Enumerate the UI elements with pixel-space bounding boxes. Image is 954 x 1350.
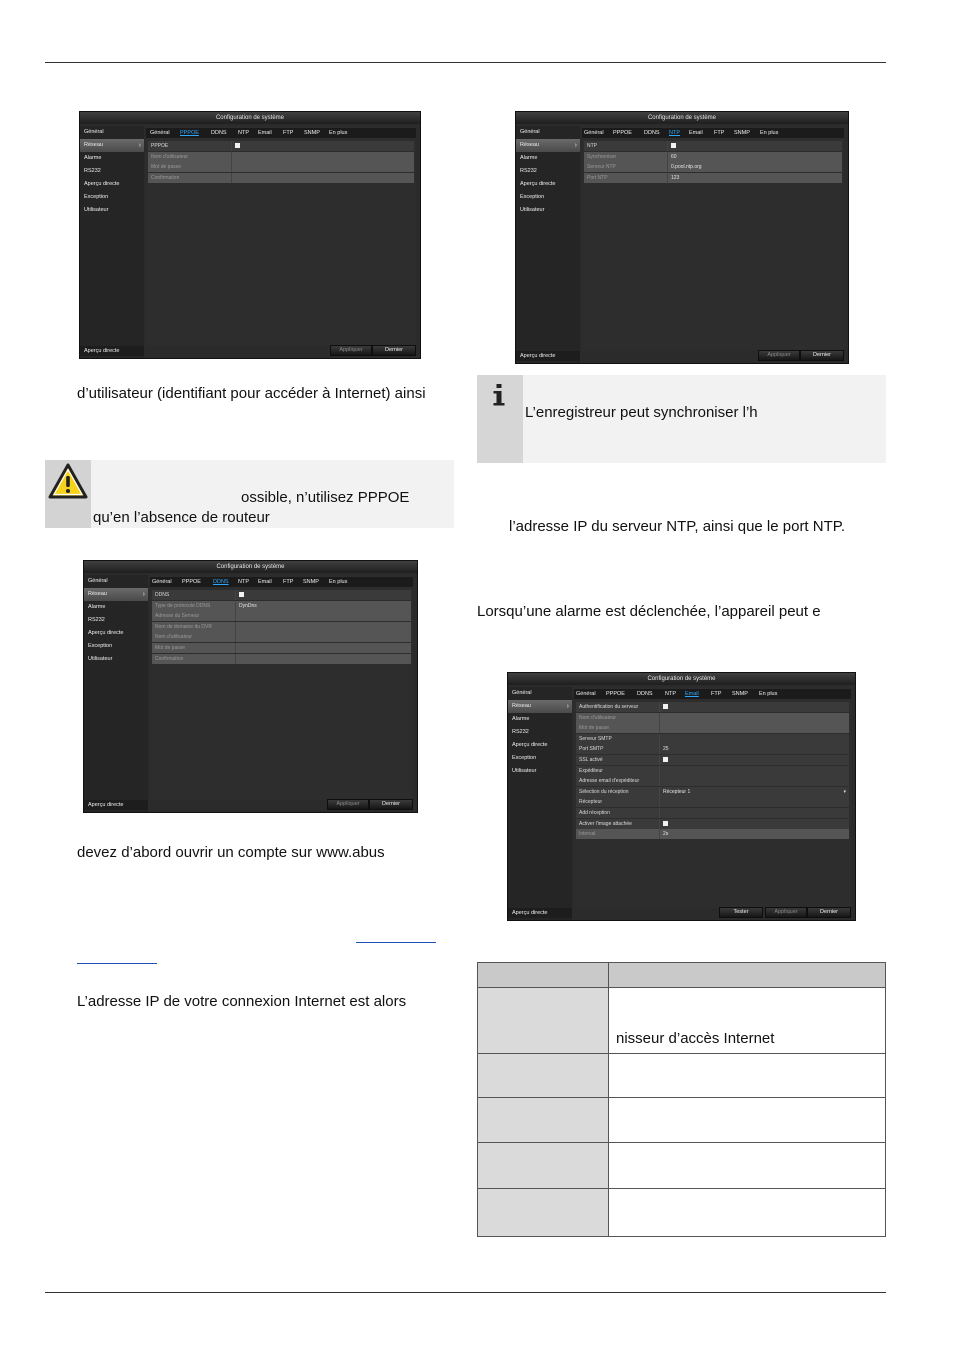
sidebar-item-network[interactable]: Réseau › (516, 139, 580, 152)
setting-label: Serveur NTP (584, 162, 668, 172)
sender-field[interactable] (660, 766, 849, 776)
settings-rows (576, 702, 849, 840)
sidebar-item-exception[interactable]: Exception (84, 194, 109, 200)
tab-ntp[interactable]: NTP (665, 691, 676, 697)
setting-row (576, 808, 849, 818)
table-cell (478, 1189, 609, 1237)
setting-row (584, 162, 842, 172)
setting-row (148, 162, 414, 172)
tab-ddns[interactable]: DDNS (637, 691, 653, 697)
settings-panel (574, 687, 851, 908)
setting-label: Nom d'utilisateur (152, 632, 236, 642)
pppoe-checkbox[interactable] (235, 143, 240, 148)
paragraph-ip-address: L’adresse IP de votre connexion Internet est alors (77, 993, 407, 1010)
setting-row (576, 734, 849, 744)
server-auth-checkbox[interactable] (663, 704, 668, 709)
paragraph-email-intro: Lorsqu’une alarme est déclenchée, l’appareil peut e (477, 603, 821, 620)
sidebar-item-network[interactable]: Réseau › (80, 139, 144, 152)
setting-label: Port NTP (584, 173, 668, 183)
setting-row (152, 643, 411, 653)
confirm-field[interactable] (232, 173, 414, 183)
setting-label: Type de protocole DDNS (152, 601, 236, 611)
sidebar-item-exception[interactable]: Exception (88, 643, 113, 649)
setting-label: Mot de passe (148, 162, 232, 172)
tab-more[interactable]: En plus (329, 579, 348, 585)
tab-ddns[interactable]: DDNS (213, 579, 229, 585)
table-cell (609, 1189, 886, 1237)
tab-pppoe[interactable]: PPPOE (606, 691, 625, 697)
tab-general[interactable]: Général (150, 130, 170, 136)
tab-snmp[interactable]: SNMP (304, 130, 320, 136)
receiver-select[interactable]: Récepteur 1 ▾ (663, 788, 846, 795)
setting-label: Activer l'image attachée (576, 819, 660, 829)
chevron-down-icon: ▾ (843, 788, 846, 795)
tab-ftp[interactable]: FTP (711, 691, 722, 697)
sidebar-item-user[interactable]: Utilisateur (512, 768, 537, 774)
sidebar (508, 687, 572, 920)
tab-bar (582, 128, 844, 138)
tab-ftp[interactable]: FTP (283, 130, 294, 136)
table-cell (478, 988, 609, 1054)
setting-label: Port SMTP (576, 744, 660, 754)
setting-label: Nom de domaine du DVR (152, 622, 236, 632)
setting-row (576, 829, 849, 839)
tab-snmp[interactable]: SNMP (303, 579, 319, 585)
setting-row (152, 611, 411, 621)
hyperlink-underline[interactable] (356, 942, 436, 943)
table-cell (609, 1143, 886, 1189)
setting-label: Adresse email d'expéditeur (576, 776, 660, 786)
paragraph-ntp: l’adresse IP du serveur NTP, ainsi que le port NTP. (509, 518, 846, 535)
tab-ftp[interactable]: FTP (714, 130, 725, 136)
sidebar-item-alarm[interactable]: Alarme (84, 155, 102, 161)
warning-text-line-1: ossible, n’utilisez PPPOE (241, 489, 410, 506)
tab-email[interactable]: Email (689, 130, 703, 136)
footer-rule (45, 1292, 886, 1293)
back-button[interactable]: Dernier (800, 350, 844, 361)
live-view-button[interactable]: Aperçu directe (508, 908, 572, 918)
tab-pppoe[interactable]: PPPOE (613, 130, 632, 136)
setting-label: NTP (584, 141, 668, 151)
tab-pppoe[interactable]: PPPOE (180, 130, 199, 136)
back-button[interactable]: Dernier (372, 345, 416, 356)
tab-more[interactable]: En plus (329, 130, 348, 136)
sidebar-item-network[interactable]: Réseau › (508, 700, 572, 713)
tab-bar (150, 577, 413, 587)
sidebar-item-general[interactable]: Général (512, 690, 532, 696)
smtp-server-field[interactable] (660, 734, 849, 744)
tab-pppoe[interactable]: PPPOE (182, 579, 201, 585)
tab-more[interactable]: En plus (760, 130, 779, 136)
info-icon (477, 375, 523, 415)
attach-image-checkbox[interactable] (663, 821, 668, 826)
header-rule (45, 62, 886, 63)
table-cell (609, 1054, 886, 1098)
tab-snmp[interactable]: SNMP (734, 130, 750, 136)
tab-bar (574, 689, 851, 699)
setting-label: Confirmation (148, 173, 232, 183)
setting-row (584, 173, 842, 183)
paragraph-pppoe: d’utilisateur (identifiant pour accéder à Internet) ainsi (77, 385, 426, 402)
apply-button[interactable]: Appliquer (765, 907, 807, 918)
setting-row (576, 766, 849, 776)
setting-label: Add réception (576, 808, 660, 818)
sidebar-item-live-view[interactable]: Aperçu directe (520, 181, 556, 187)
setting-label: SSL activé (576, 755, 660, 765)
ntp-port-field[interactable]: 123 (671, 174, 680, 181)
tab-ntp[interactable]: NTP (238, 130, 249, 136)
hyperlink-underline[interactable] (77, 963, 157, 964)
live-view-button[interactable]: Aperçu directe (84, 800, 148, 810)
table-header-cell (609, 963, 886, 988)
table-row (478, 1054, 886, 1098)
setting-label: Confirmation (152, 654, 236, 664)
setting-label: Sélection du réception (576, 787, 660, 797)
table-cell (478, 1098, 609, 1143)
setting-row (148, 173, 414, 183)
sidebar-item-rs232[interactable]: RS232 (88, 617, 105, 623)
setting-row (148, 141, 414, 151)
tab-ntp[interactable]: NTP (238, 579, 249, 585)
live-view-button[interactable]: Aperçu directe (80, 346, 144, 356)
username-field[interactable] (660, 713, 849, 723)
sidebar (80, 126, 144, 358)
password-field[interactable] (660, 723, 849, 733)
sidebar-item-user[interactable]: Utilisateur (84, 207, 109, 213)
sync-interval-field[interactable]: 60 (671, 153, 677, 160)
sidebar (84, 575, 148, 812)
setting-label: Interval (576, 829, 660, 839)
sidebar-item-network[interactable]: Réseau › (84, 588, 148, 601)
setting-row (152, 622, 411, 632)
setting-label: Récepteur (576, 797, 660, 807)
apply-button[interactable]: Appliquer (327, 799, 369, 810)
tab-general[interactable]: Général (576, 691, 596, 697)
sidebar-item-user[interactable]: Utilisateur (88, 656, 113, 662)
server-address-field[interactable] (236, 611, 411, 621)
ddns-checkbox[interactable] (239, 592, 244, 597)
table-cell (478, 1054, 609, 1098)
ntp-screenshot (515, 111, 849, 364)
setting-row (576, 744, 849, 754)
setting-row (584, 152, 842, 162)
tab-ddns[interactable]: DDNS (211, 130, 227, 136)
info-text: L’enregistreur peut synchroniser l’h (525, 404, 758, 421)
window-title: Configuration de système (516, 112, 848, 124)
sidebar-item-exception[interactable]: Exception (520, 194, 545, 200)
table-row (478, 1189, 886, 1237)
setting-label: Mot de passe (576, 723, 660, 733)
window-title: Configuration de système (84, 561, 417, 573)
password-field[interactable] (236, 643, 411, 653)
setting-row (576, 702, 849, 712)
sidebar-item-alarm[interactable]: Alarme (88, 604, 106, 610)
window-title: Configuration de système (508, 673, 855, 685)
parameter-table (477, 962, 886, 1237)
tab-general[interactable]: Général (152, 579, 172, 585)
setting-label: PPPOE (148, 141, 232, 151)
tab-bar (146, 128, 416, 138)
setting-row (576, 797, 849, 807)
smtp-port-field[interactable]: 25 (663, 746, 669, 753)
settings-panel (150, 575, 413, 800)
table-cell: nisseur d’accès Internet (609, 988, 886, 1054)
setting-row (576, 713, 849, 723)
live-view-button[interactable]: Aperçu directe (516, 351, 580, 361)
table-row (478, 988, 886, 1054)
setting-row (152, 632, 411, 642)
ntp-server-field[interactable]: 0.pool.ntp.org (671, 164, 702, 171)
settings-panel (582, 126, 844, 351)
sidebar-item-rs232[interactable]: RS232 (520, 168, 537, 174)
setting-row (576, 755, 849, 765)
setting-label: Expéditeur (576, 766, 660, 776)
settings-rows (152, 590, 411, 664)
back-button[interactable]: Dernier (807, 907, 851, 918)
sidebar-item-live-view[interactable]: Aperçu directe (512, 742, 548, 748)
sender-email-field[interactable] (660, 776, 849, 786)
table-header-cell (478, 963, 609, 988)
tab-email[interactable]: Email (258, 130, 272, 136)
sidebar-item-general[interactable]: Général (84, 129, 104, 135)
table-cell (478, 1143, 609, 1189)
setting-row (152, 601, 411, 611)
sidebar-item-rs232[interactable]: RS232 (84, 168, 101, 174)
sidebar-item-general[interactable]: Général (520, 129, 540, 135)
tab-general[interactable]: Général (584, 130, 604, 136)
sidebar (516, 126, 580, 363)
setting-row (576, 776, 849, 786)
setting-row (148, 152, 414, 162)
setting-label: Serveur SMTP (576, 734, 660, 744)
apply-button[interactable]: Appliquer (330, 345, 372, 356)
table-row (478, 1143, 886, 1189)
password-field[interactable] (232, 162, 414, 172)
tab-more[interactable]: En plus (759, 691, 778, 697)
tab-email[interactable]: Email (258, 579, 272, 585)
sidebar-item-rs232[interactable]: RS232 (512, 729, 529, 735)
paragraph-ddns: devez d’abord ouvrir un compte sur www.abus (77, 844, 385, 861)
ddns-screenshot (83, 560, 418, 813)
setting-label: Synchroniser (584, 152, 668, 162)
test-button[interactable]: Tester (719, 907, 763, 918)
receiver-address-field[interactable] (660, 808, 849, 818)
sidebar-item-alarm[interactable]: Alarme (520, 155, 538, 161)
confirm-field[interactable] (236, 654, 411, 664)
setting-row (576, 787, 849, 797)
setting-row (584, 141, 842, 151)
setting-row (576, 723, 849, 733)
receiver-field[interactable] (660, 797, 849, 807)
ntp-checkbox[interactable] (671, 143, 676, 148)
warning-text-line-2: qu’en l’absence de routeur (93, 509, 270, 526)
setting-label: Authentification du serveur (576, 702, 660, 712)
sidebar-item-alarm[interactable]: Alarme (512, 716, 530, 722)
sidebar-item-live-view[interactable]: Aperçu directe (84, 181, 120, 187)
tab-snmp[interactable]: SNMP (732, 691, 748, 697)
apply-button[interactable]: Appliquer (758, 350, 800, 361)
ddns-type-select[interactable]: DynDns (239, 602, 257, 609)
setting-label: Nom d'utilisateur (148, 152, 232, 162)
ssl-checkbox[interactable] (663, 757, 668, 762)
email-screenshot (507, 672, 856, 921)
settings-rows (584, 141, 842, 183)
setting-row (152, 590, 411, 600)
table-row (478, 1098, 886, 1143)
sidebar-item-exception[interactable]: Exception (512, 755, 537, 761)
settings-rows (148, 141, 414, 183)
dvr-domain-field[interactable] (236, 622, 411, 632)
username-field[interactable] (232, 152, 414, 162)
setting-label: Nom d'utilisateur (576, 713, 660, 723)
settings-panel (146, 126, 416, 346)
tab-email[interactable]: Email (685, 691, 699, 697)
table-header-row (478, 963, 886, 988)
tab-ntp[interactable]: NTP (669, 130, 680, 136)
tab-ftp[interactable]: FTP (283, 579, 294, 585)
setting-row (576, 819, 849, 829)
setting-label: DDNS (152, 590, 236, 600)
username-field[interactable] (236, 632, 411, 642)
table-cell (609, 1098, 886, 1143)
warning-triangle-icon (45, 460, 91, 506)
tab-ddns[interactable]: DDNS (644, 130, 660, 136)
setting-label: Adresse du Serveur (152, 611, 236, 621)
sidebar-item-live-view[interactable]: Aperçu directe (88, 630, 124, 636)
setting-row (152, 654, 411, 664)
pppoe-screenshot (79, 111, 421, 359)
window-title: Configuration de système (80, 112, 420, 124)
interval-select[interactable]: 2s (663, 831, 669, 838)
setting-label: Mot de passe (152, 643, 236, 653)
sidebar-item-general[interactable]: Général (88, 578, 108, 584)
sidebar-item-user[interactable]: Utilisateur (520, 207, 545, 213)
back-button[interactable]: Dernier (369, 799, 413, 810)
